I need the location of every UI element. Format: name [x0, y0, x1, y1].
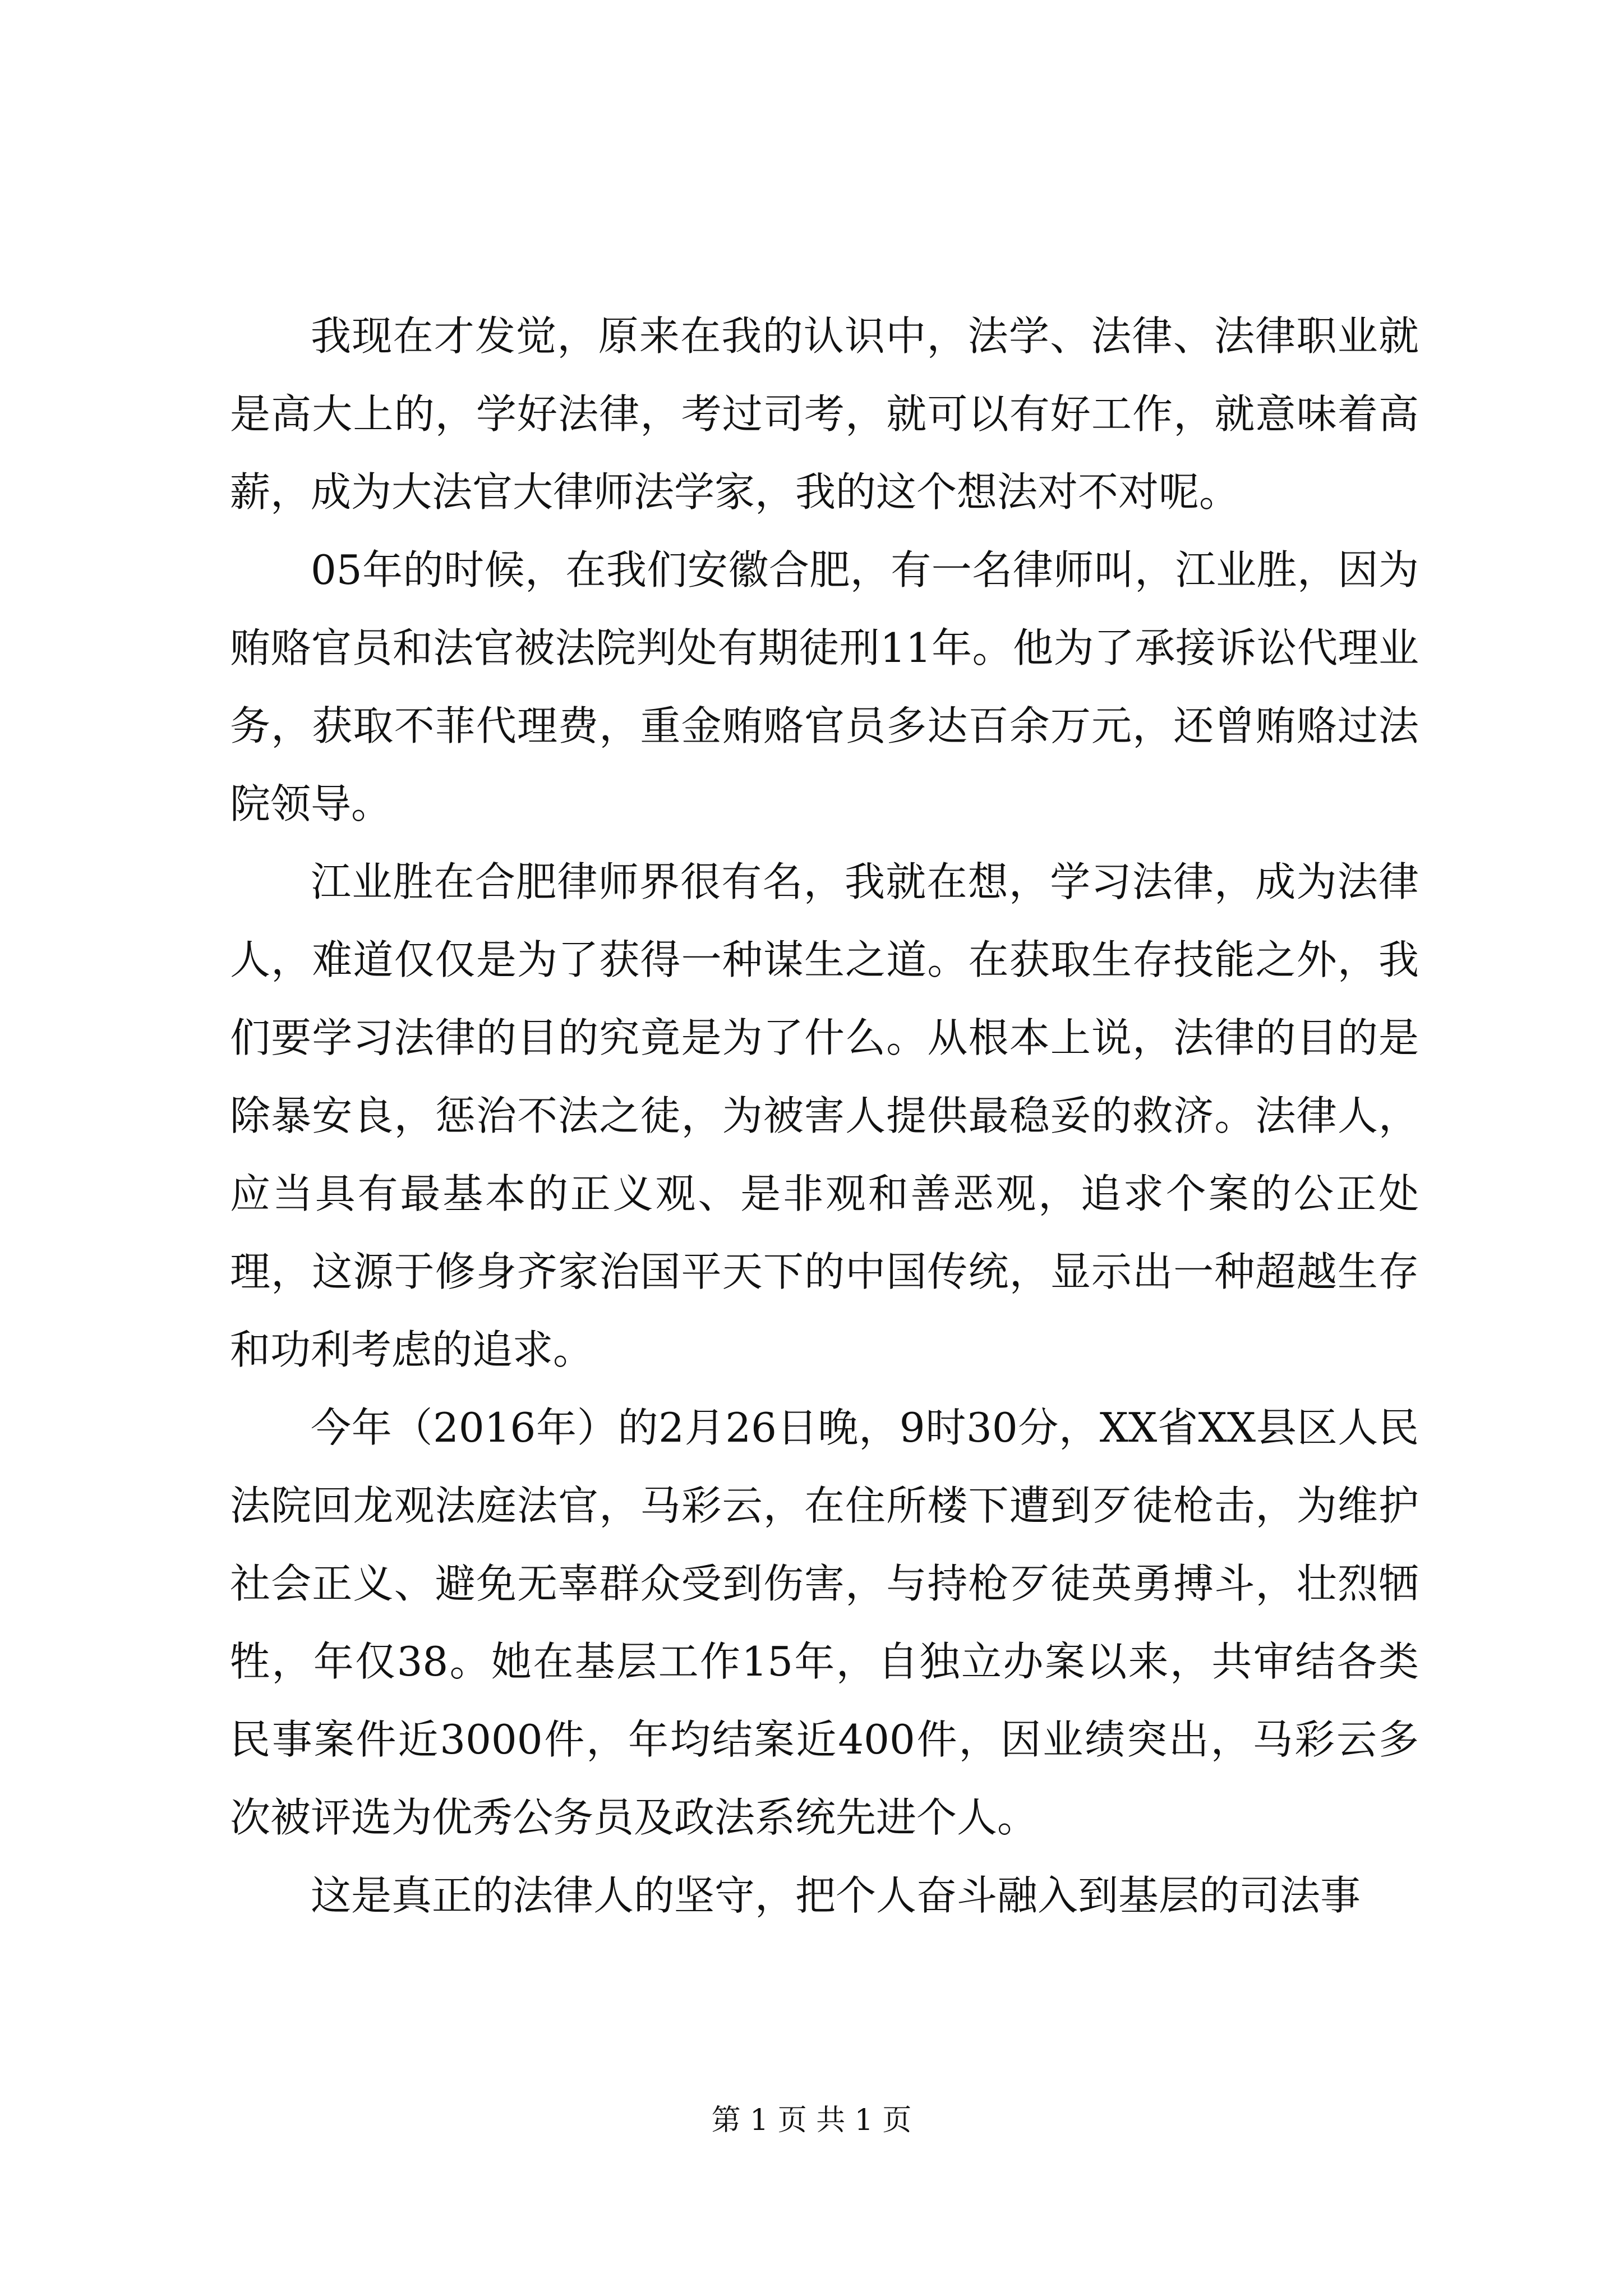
paragraph-3: 江业胜在合肥律师界很有名，我就在想，学习法律，成为法律人，难道仅仅是为了获得一种谋生之道。在获取生存技能之外，我们要学习法律的目的究竟是为了什么。从根本上说，法律的目的是除暴安良，惩治不法之徒，为被害人提供最稳妥的救济。法律人，应当具有最基本的正义观、是非观和善恶观，追求个案的公正处理，这源于修身齐家治国平天下的中国传统，显示出一种超越生存和功利考虑的追求。	[230, 858, 1419, 1373]
paragraph-4: 今年（2016年）的2月26日晚，9时30分，XX省XX县区人民法院回龙观法庭法官，马彩云，在住所楼下遭到歹徒枪击，为维护社会正义、避免无辜群众受到伤害，与持枪歹徒英勇搏斗，壮烈牺牲，年仅38。她在基层工作15年，自独立办案以来，共审结各类民事案件近3000件，年均结案近400件，因业绩突出，马彩云多次被评选为优秀公务员及政法系统先进个人。	[230, 1404, 1419, 1841]
paragraph-5: 这是真正的法律人的坚守，把个人奋斗融入到基层的司法事	[311, 1872, 1361, 1919]
paragraph-2: 05年的时候，在我们安徽合肥，有一名律师叫，江业胜，因为贿赂官员和法官被法院判处有期徒刑11年。他为了承接诉讼代理业务，获取不菲代理费，重金贿赂官员多达百余万元，还曾贿赂过法院领导。	[230, 546, 1419, 827]
paragraph-1: 我现在才发觉，原来在我的认识中，法学、法律、法律职业就是高大上的，学好法律，考过司考，就可以有好工作，就意味着高薪，成为大法官大律师法学家，我的这个想法对不对呢。	[230, 312, 1419, 516]
page-number-footer: 第 1 页 共 1 页	[711, 2104, 912, 2137]
document-body	[230, 297, 1419, 1935]
